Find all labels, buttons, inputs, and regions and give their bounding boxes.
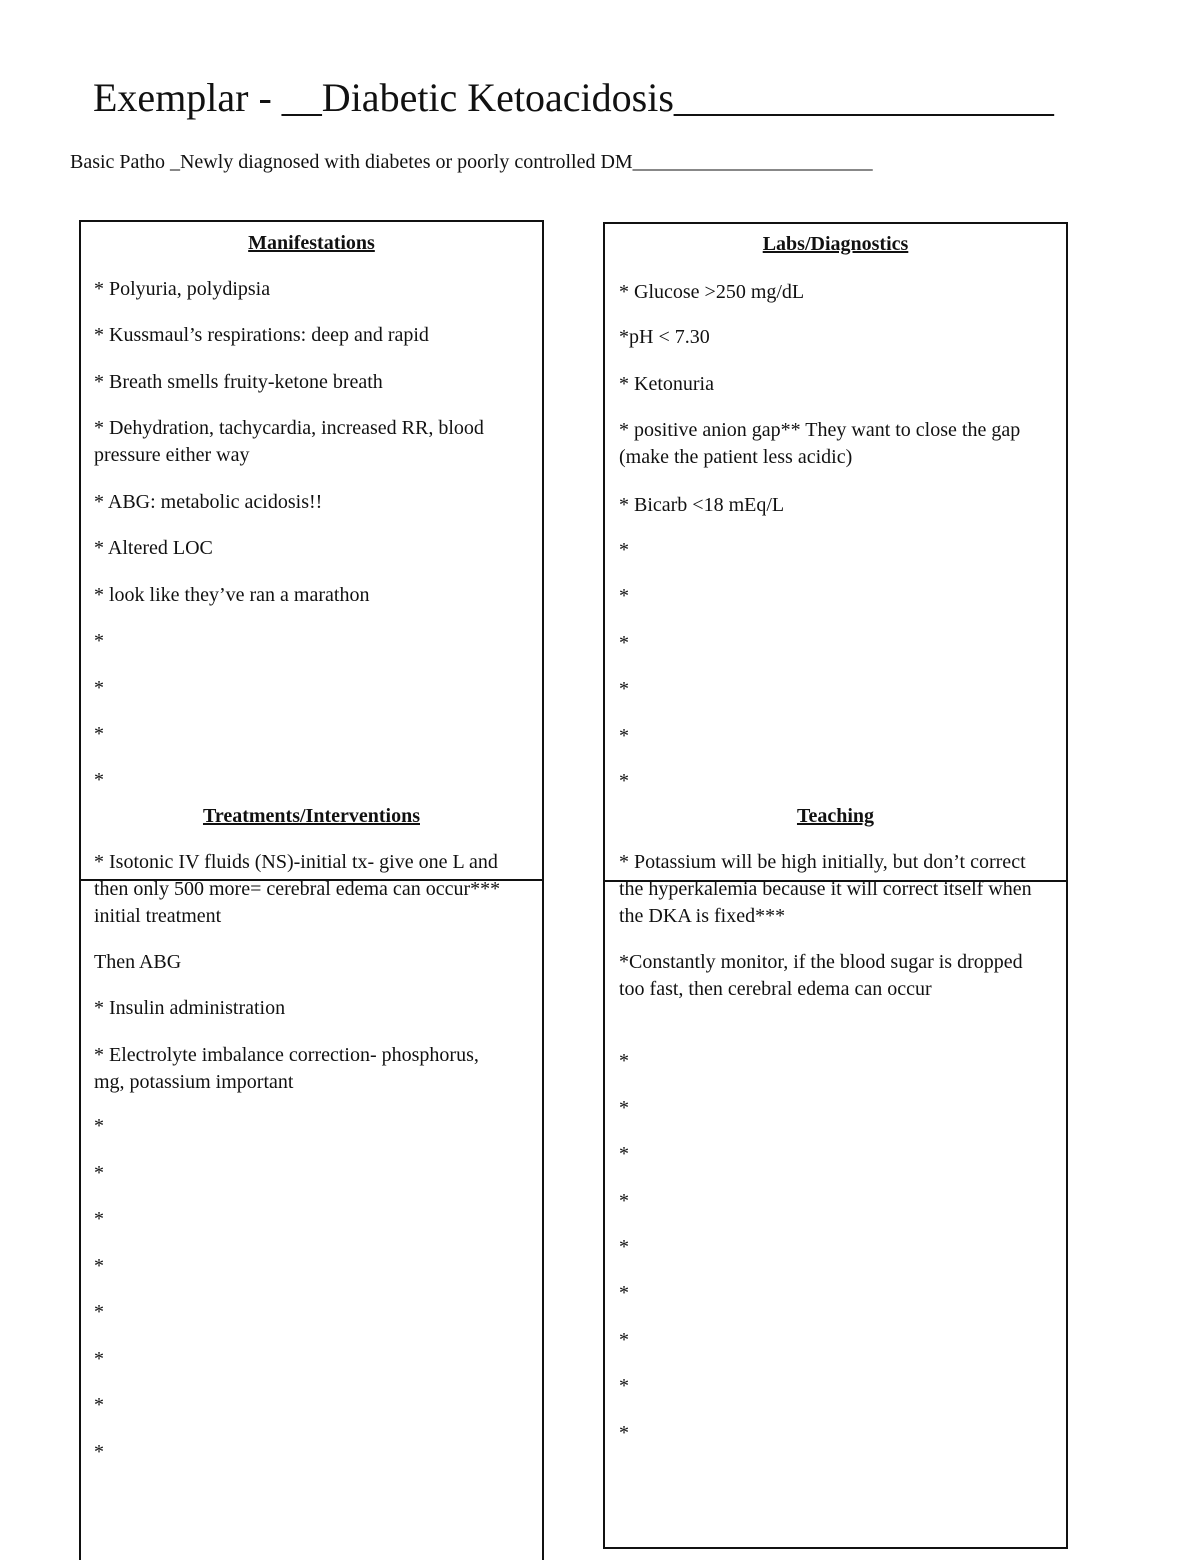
list-item: * [619, 632, 629, 654]
basic-patho-line: Basic Patho _Newly diagnosed with diabetes or poorly controlled DM________________________ [70, 151, 873, 173]
list-item: * [94, 1301, 104, 1323]
list-item: * Dehydration, tachycardia, increased RR, blood pressure either way [94, 417, 484, 466]
labs-heading: Labs/Diagnostics [762, 233, 909, 255]
list-item: * [619, 1190, 629, 1212]
list-item: * [619, 1143, 629, 1165]
list-item: * Ketonuria [619, 373, 714, 395]
worksheet-title: Exemplar - __Diabetic Ketoacidosis___________________ [93, 75, 1054, 120]
list-item: * [619, 1422, 629, 1444]
manifestations-heading: Manifestations [248, 232, 375, 254]
list-item: * Insulin administration [94, 997, 286, 1019]
list-item: * [619, 1329, 629, 1351]
list-item: * Electrolyte imbalance correction- phosphorus, mg, potassium important [94, 1044, 479, 1093]
list-item: * look like they’ve ran a marathon [94, 584, 370, 606]
list-item: * [94, 769, 104, 791]
list-item: * [619, 1282, 629, 1304]
list-item: * [619, 770, 629, 792]
list-item: * [94, 677, 104, 699]
list-item: * Breath smells fruity-ketone breath [94, 371, 383, 393]
list-item: * [619, 725, 629, 747]
list-item: * ABG: metabolic acidosis!! [94, 491, 323, 513]
list-item: * [94, 1115, 104, 1137]
list-item: * Isotonic IV fluids (NS)-initial tx- give one L and then only 500 more= cerebral edema can occur*** initial treatment [94, 851, 501, 927]
list-item: *pH < 7.30 [619, 326, 710, 348]
list-item: * [619, 678, 629, 700]
list-item: Then ABG [94, 951, 182, 973]
list-item: * [94, 1255, 104, 1277]
list-item: * [94, 630, 104, 652]
list-item: * [619, 1097, 629, 1119]
list-item: * [94, 723, 104, 745]
list-item: * [94, 1348, 104, 1370]
list-item: * positive anion gap** They want to close the gap (make the patient less acidic) [619, 419, 1021, 468]
list-item: * Potassium will be high initially, but don’t correct the hyperkalemia because it will correct itself when the DKA is fixed*** [619, 851, 1032, 927]
list-item: * [619, 539, 629, 561]
list-item: * Glucose >250 mg/dL [619, 281, 805, 303]
list-item: * [94, 1441, 104, 1463]
list-item: * Bicarb <18 mEq/L [619, 494, 785, 516]
list-item: * [94, 1208, 104, 1230]
list-item: * [94, 1394, 104, 1416]
list-item: * [94, 1162, 104, 1184]
list-item: * [619, 1236, 629, 1258]
list-item: * [619, 1375, 629, 1397]
list-item: * [619, 585, 629, 607]
list-item: * Kussmaul’s respirations: deep and rapid [94, 324, 429, 346]
list-item: *Constantly monitor, if the blood sugar is dropped too fast, then cerebral edema can occur [619, 951, 1023, 1000]
list-item: * [619, 1050, 629, 1072]
teaching-heading: Teaching [796, 805, 875, 827]
list-item: * Altered LOC [94, 537, 213, 559]
treatments-heading: Treatments/Interventions [202, 805, 420, 827]
list-item: * Polyuria, polydipsia [94, 278, 271, 300]
